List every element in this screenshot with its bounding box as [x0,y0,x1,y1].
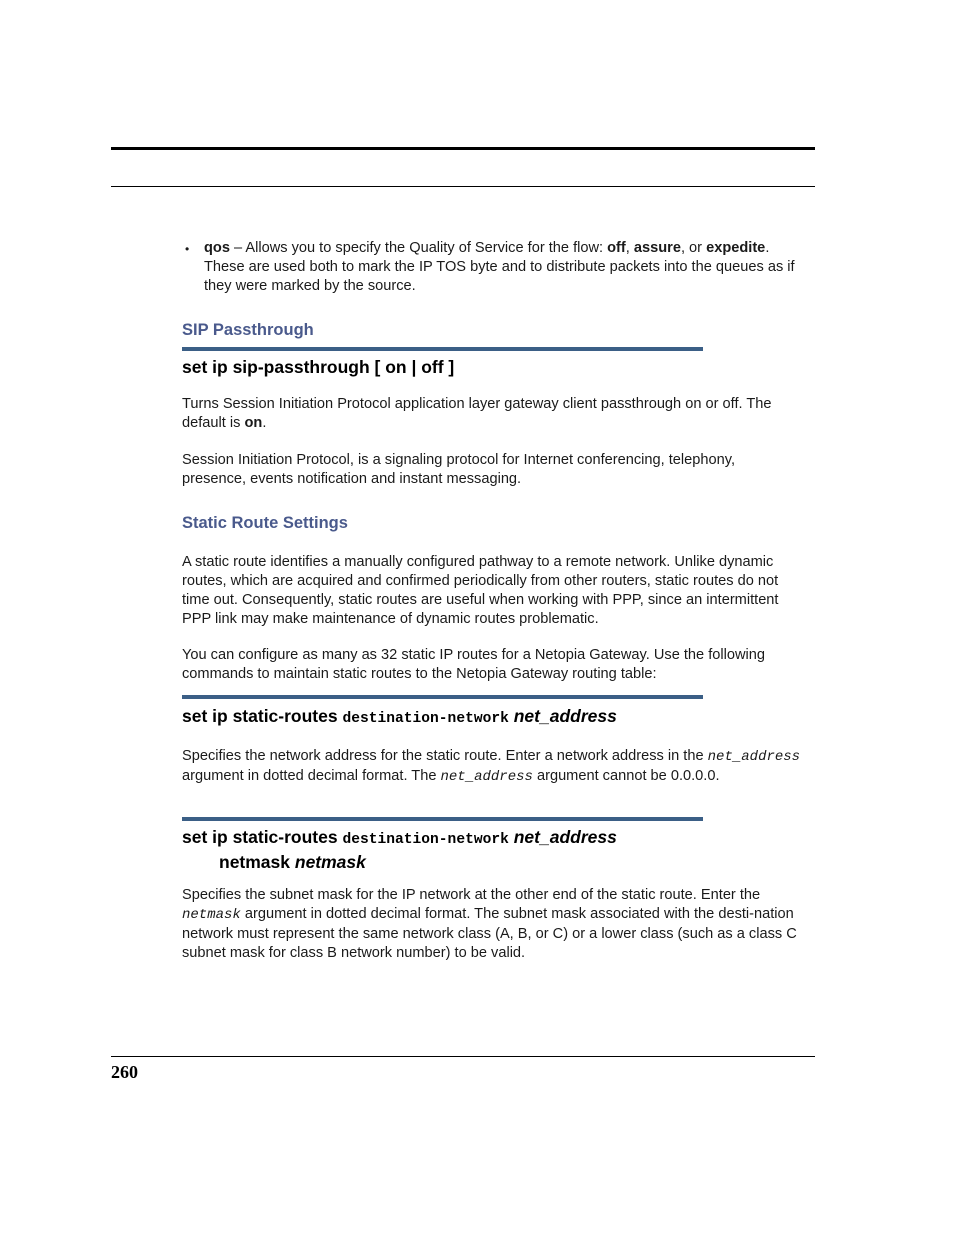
command-bar [182,695,703,699]
qos-desc-part: – Allows you to specify the Quality of Service for the flow: [229,240,608,256]
qos-option-off: off [607,240,626,256]
static-paragraph-1: A static route identifies a manually configured pathway to a remote network. Unlike dynamic routes, which are acquired and confirmed periodically from other routers, static routes do not time out. Consequently, static routes are useful when working with PPP, since an intermittent PPP link may make maintenance of dynamic routes problematic. [182,554,779,627]
sip-para1-end: . [262,415,267,431]
qos-option-expedite: expedite [706,240,766,256]
qos-option-assure: assure [633,240,681,256]
sip-command-heading: set ip sip-passthrough [ on | off ] [182,357,455,377]
static-command-2-description [182,886,802,963]
static-command-1-description [182,747,802,787]
qos-bullet-text [204,239,804,296]
qos-term: qos [204,240,230,256]
cmd2-desc-arg: netmask [182,907,241,923]
sip-paragraph-1 [182,395,802,433]
cmd2-desc-text: Specifies the subnet mask for the IP network at the other end of the static route. Enter the [182,887,761,903]
command-bar [182,347,703,351]
cmd1-keyword: set ip static-routes [182,706,343,726]
static-route-heading: Static Route Settings [182,514,348,532]
bullet-icon: • [185,242,190,256]
cmd1-desc-text: Specifies the network address for the static route. Enter a network address in the [182,748,708,764]
header-rule-thin [111,186,815,187]
sip-para1-text: Turns Session Initiation Protocol application layer gateway client passthrough on or off. The default is [182,396,772,431]
page-number: 260 [111,1062,138,1082]
cmd1-italic-arg: net_address [508,706,617,726]
static-route-command-1 [182,705,802,730]
footer-rule [111,1056,815,1057]
qos-sep: , or [680,240,707,256]
cmd1-desc-arg: net_address [440,769,533,785]
cmd1-desc-text: argument in dotted decimal format. The [182,768,441,784]
cmd2-mono-arg: destination-network [342,832,509,848]
qos-sep: , [625,240,634,256]
cmd2-desc-text: argument in dotted decimal format. The subnet mask associated with the desti-nation network must represent the same network class (A, B, or C) or a lower class (such as a class C subnet mask for class B network number) to be valid. [182,906,797,961]
command-bar [182,817,703,821]
sip-default-on: on [244,415,263,431]
cmd2-italic-arg: net_address [508,827,617,847]
cmd1-mono-arg: destination-network [342,711,509,727]
cmd2-netmask-keyword: netmask [219,852,295,872]
cmd2-line-2 [182,851,802,873]
static-paragraph-2: You can configure as many as 32 static IP routes for a Netopia Gateway. Use the following commands to maintain static routes to the Netopia Gateway routing table: [182,647,765,682]
sip-paragraph-2: Session Initiation Protocol, is a signaling protocol for Internet conferencing, telephony, presence, events notification and instant messaging. [182,452,735,487]
cmd1-desc-arg: net_address [707,749,801,765]
sip-passthrough-heading: SIP Passthrough [182,321,314,339]
cmd1-desc-text: argument cannot be 0.0.0.0. [532,768,720,784]
cmd2-keyword: set ip static-routes [182,827,343,847]
header-rule-thick [111,147,815,150]
static-route-command-2 [182,826,802,873]
cmd2-netmask-arg: netmask [294,852,366,872]
cmd2-line-1 [182,826,802,851]
qos-desc-part: . These are used both to mark the IP TOS byte and to distribute packets into the queues as if they were marked by the source. [204,240,795,294]
